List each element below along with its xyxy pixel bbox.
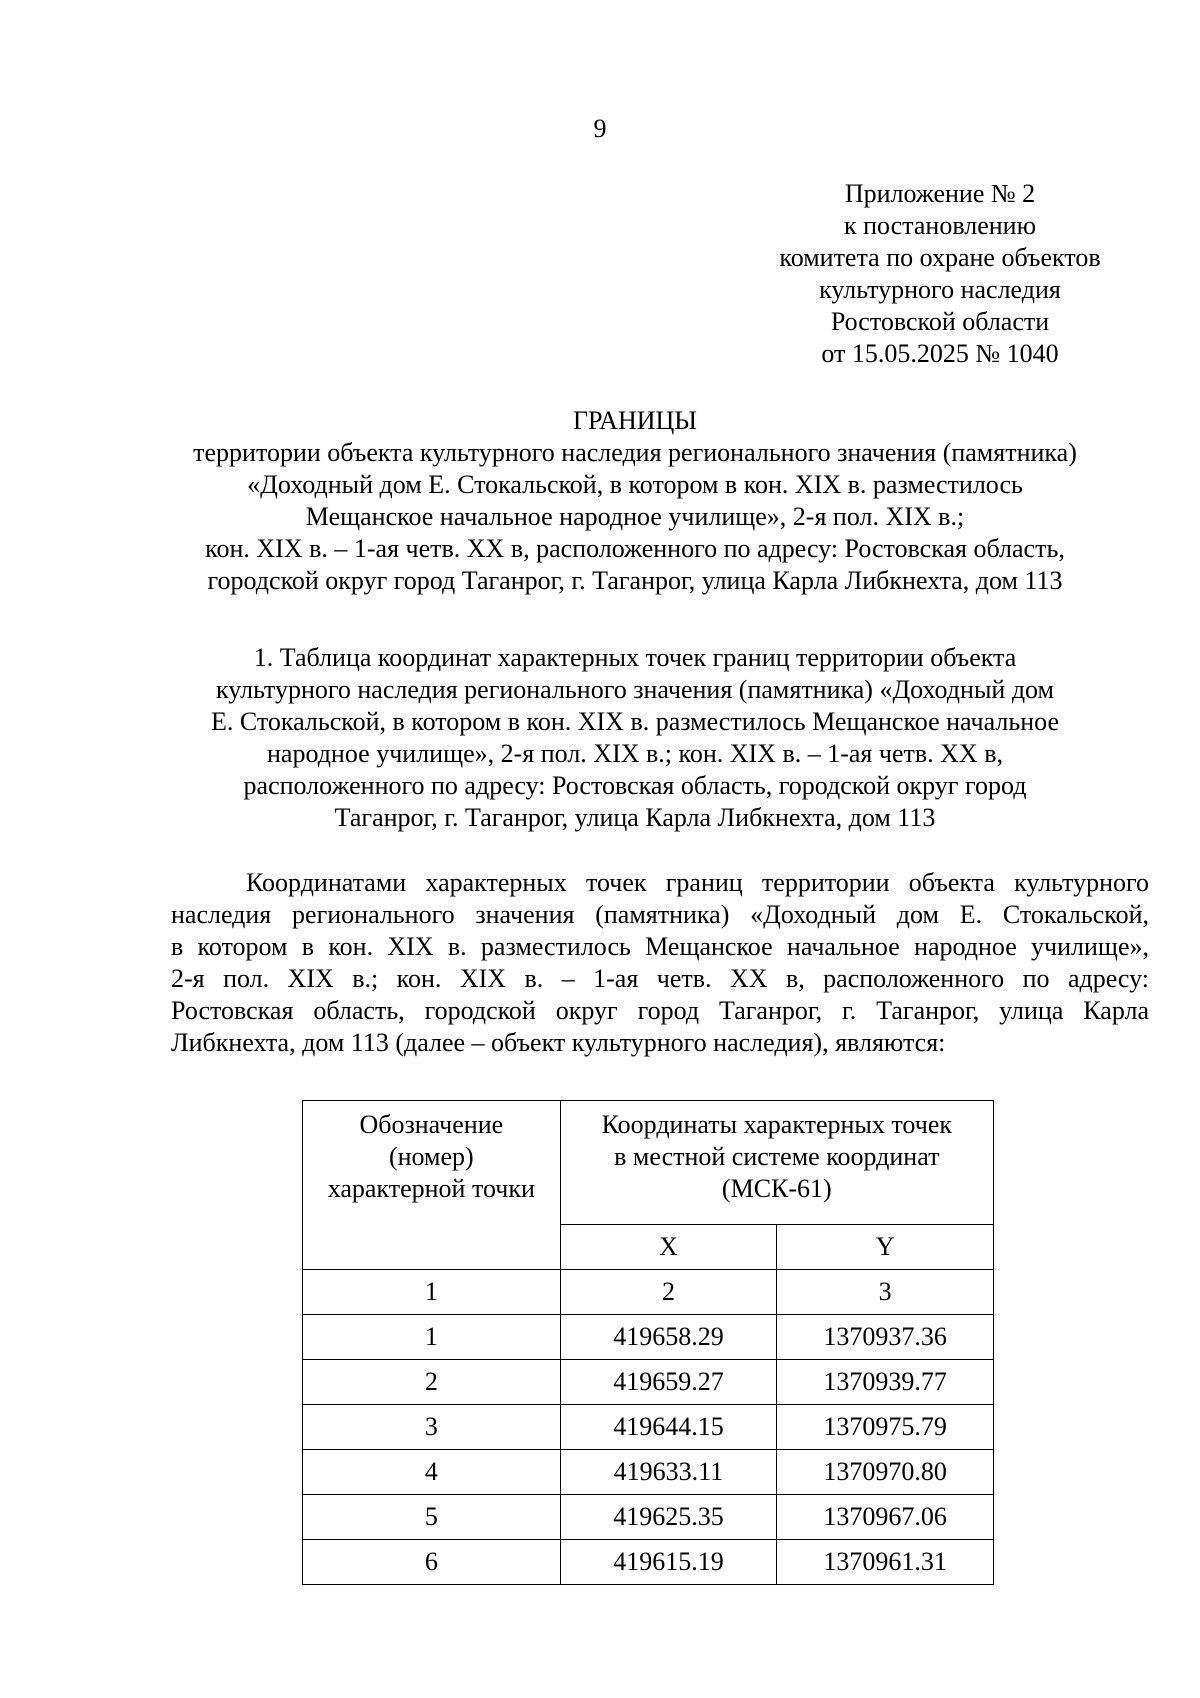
section-line: расположенного по адресу: Ростовская область, городской округ город bbox=[243, 771, 1027, 800]
point-cell: 5 bbox=[303, 1495, 561, 1540]
y-cell: 1370970.80 bbox=[777, 1450, 994, 1495]
y-cell: 1370961.31 bbox=[777, 1540, 994, 1585]
table-row bbox=[303, 1540, 994, 1585]
appendix-line: культурного наследия bbox=[819, 275, 1061, 304]
appendix-block bbox=[730, 178, 1150, 370]
table-row bbox=[303, 1495, 994, 1540]
header-coordinates bbox=[560, 1101, 993, 1225]
appendix-line: Приложение № 2 bbox=[844, 179, 1036, 208]
point-cell: 3 bbox=[303, 1405, 561, 1450]
point-cell: 2 bbox=[303, 1360, 561, 1405]
y-cell: 1370975.79 bbox=[777, 1405, 994, 1450]
table-row bbox=[303, 1450, 994, 1495]
x-cell: 419644.15 bbox=[560, 1405, 777, 1450]
x-cell: 419659.27 bbox=[560, 1360, 777, 1405]
x-cell: 419615.19 bbox=[560, 1540, 777, 1585]
section-line: народное училище», 2-я пол. XIX в.; кон. XIX в. – 1-ая четв. XX в, bbox=[267, 739, 1003, 768]
section-line: 1. Таблица координат характерных точек границ территории объекта bbox=[253, 643, 1017, 672]
column-number-row bbox=[303, 1270, 994, 1315]
section-title bbox=[150, 642, 1120, 834]
point-cell: 1 bbox=[303, 1315, 561, 1360]
page-number: 9 bbox=[593, 114, 607, 143]
paragraph-line: в котором в кон. XIX в. разместилось Мещанское начальное народное училище», bbox=[171, 932, 1149, 961]
title-line: городской округ город Таганрог, г. Таганрог, улица Карла Либкнехта, дом 113 bbox=[207, 566, 1063, 595]
x-cell: 419658.29 bbox=[560, 1315, 777, 1360]
column-number: 2 bbox=[560, 1270, 777, 1315]
paragraph-line: Ростовская область, городской округ город Таганрог, г. Таганрог, улица Карла bbox=[171, 996, 1149, 1025]
header-coords-line: (МСК-61) bbox=[721, 1174, 832, 1203]
title-line: Мещанское начальное народное училище», 2-я пол. XIX в.; bbox=[305, 502, 965, 531]
appendix-line: от 15.05.2025 № 1040 bbox=[821, 339, 1059, 368]
title-line: территории объекта культурного наследия регионального значения (памятника) bbox=[193, 438, 1077, 467]
header-coords-line: в местной системе координат bbox=[614, 1142, 940, 1171]
header-point-line: характерной точки bbox=[327, 1174, 535, 1203]
point-cell: 4 bbox=[303, 1450, 561, 1495]
y-cell: 1370939.77 bbox=[777, 1360, 994, 1405]
column-number: 3 bbox=[777, 1270, 994, 1315]
point-cell: 6 bbox=[303, 1540, 561, 1585]
body-paragraph bbox=[171, 867, 1149, 1059]
header-point-line: (номер) bbox=[388, 1142, 474, 1171]
paragraph-line: наследия регионального значения (памятника) «Доходный дом Е. Стокальской, bbox=[171, 900, 1149, 929]
title-line: «Доходный дом Е. Стокальской, в котором в кон. XIX в. разместилось bbox=[247, 470, 1023, 499]
y-cell: 1370967.06 bbox=[777, 1495, 994, 1540]
paragraph-line: Либкнехта, дом 113 (далее – объект культурного наследия), являются: bbox=[171, 1028, 946, 1057]
column-number: 1 bbox=[303, 1270, 561, 1315]
x-cell: 419633.11 bbox=[560, 1450, 777, 1495]
header-x: X bbox=[560, 1224, 777, 1269]
title-subtitle bbox=[150, 437, 1120, 597]
table-row bbox=[303, 1360, 994, 1405]
title-line: кон. XIX в. – 1-ая четв. XX в, расположенного по адресу: Ростовская область, bbox=[205, 534, 1065, 563]
section-line: Таганрог, г. Таганрог, улица Карла Либкнехта, дом 113 bbox=[334, 803, 936, 832]
document-title bbox=[150, 405, 1120, 597]
x-cell: 419625.35 bbox=[560, 1495, 777, 1540]
section-line: культурного наследия регионального значения (памятника) «Доходный дом bbox=[215, 675, 1055, 704]
paragraph-line: Координатами характерных точек границ территории объекта культурного bbox=[246, 868, 1149, 897]
paragraph-line: 2-я пол. XIX в.; кон. XIX в. – 1-ая четв. XX в, расположенного по адресу: bbox=[171, 964, 1149, 993]
coordinates-table bbox=[302, 1100, 994, 1585]
section-line: Е. Стокальской, в котором в кон. XIX в. разместилось Мещанское начальное bbox=[211, 707, 1059, 736]
table-row bbox=[303, 1405, 994, 1450]
title-heading: ГРАНИЦЫ bbox=[573, 406, 697, 435]
y-cell: 1370937.36 bbox=[777, 1315, 994, 1360]
appendix-line: Ростовской области bbox=[830, 307, 1050, 336]
appendix-line: комитета по охране объектов bbox=[779, 243, 1101, 272]
header-coords-line: Координаты характерных точек bbox=[601, 1110, 952, 1139]
header-point-designation bbox=[303, 1101, 561, 1270]
header-point-line: Обозначение bbox=[359, 1110, 504, 1139]
appendix-line: к постановлению bbox=[843, 211, 1037, 240]
header-y: Y bbox=[777, 1224, 994, 1269]
table-row bbox=[303, 1315, 994, 1360]
